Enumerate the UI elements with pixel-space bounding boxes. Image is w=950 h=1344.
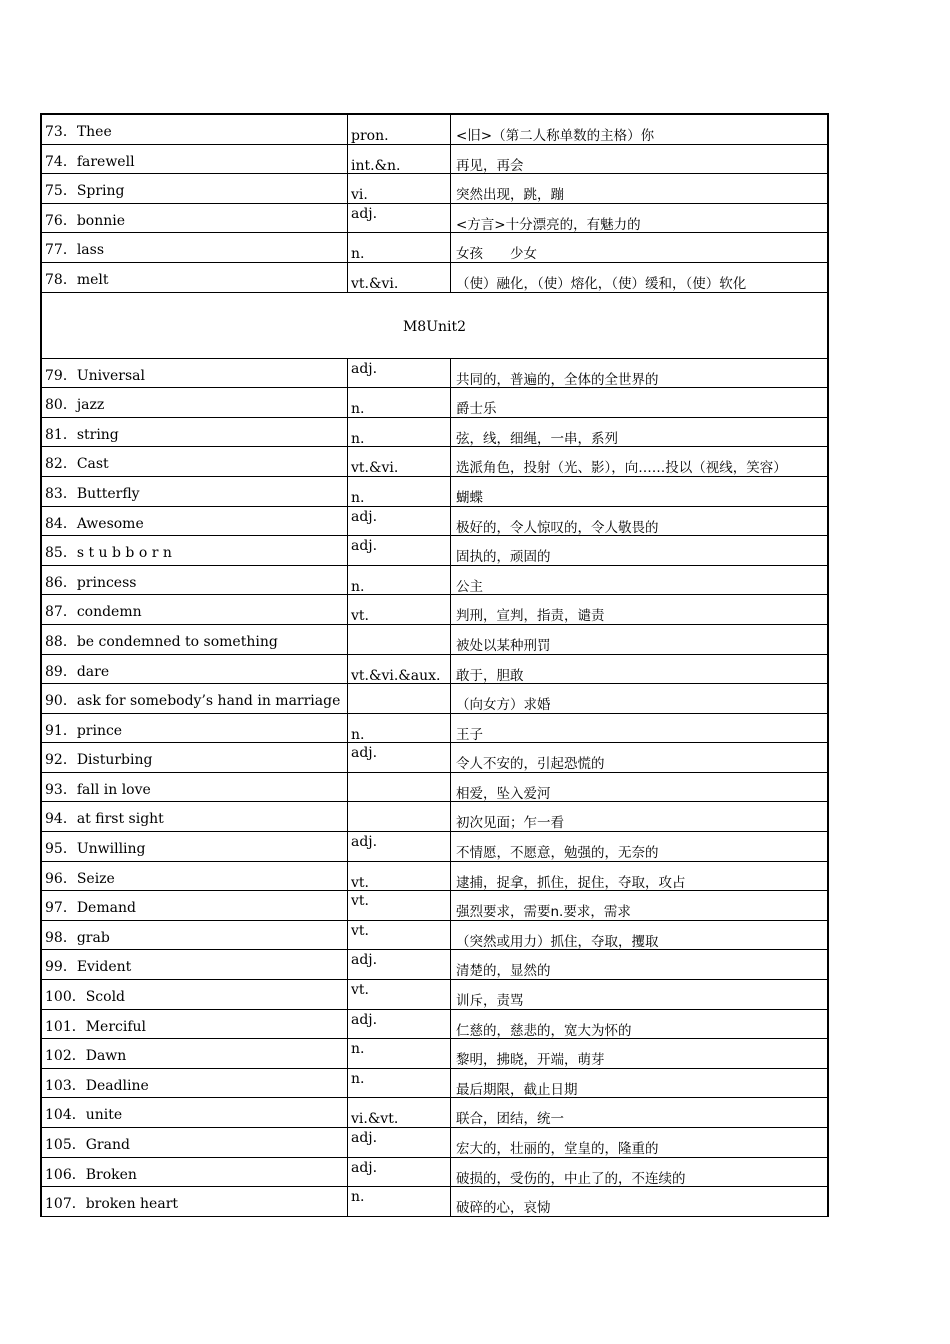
word-cell bbox=[42, 359, 348, 388]
pos-cell bbox=[348, 204, 451, 233]
word-text: 81．string bbox=[45, 426, 119, 443]
meaning-text: 爵士乐 bbox=[456, 401, 497, 417]
meaning-cell bbox=[451, 1187, 829, 1216]
meaning-cell bbox=[451, 684, 829, 713]
part-of-speech: n. bbox=[351, 726, 365, 743]
word-cell bbox=[42, 477, 348, 506]
part-of-speech: adj. bbox=[351, 508, 378, 525]
word-text: 92．Disturbing bbox=[45, 752, 153, 769]
word-cell bbox=[42, 1069, 348, 1098]
word-text: 97．Demand bbox=[45, 900, 136, 917]
meaning-text: 破损的，受伤的，中止了的，不连续的 bbox=[456, 1170, 686, 1187]
pos-cell bbox=[348, 359, 451, 388]
meaning-text: 突然出现，跳，蹦 bbox=[456, 187, 564, 203]
word-text: 76．bonnie bbox=[45, 212, 126, 229]
part-of-speech: n. bbox=[351, 1070, 365, 1087]
meaning-cell bbox=[451, 1069, 829, 1098]
word-text: 86．princess bbox=[45, 574, 137, 591]
vocab-row bbox=[42, 655, 829, 685]
meaning-text: 仁慈的，慈悲的，宽大为怀的 bbox=[456, 1022, 632, 1039]
word-text: 89．dare bbox=[45, 663, 110, 680]
meaning-text: 相爱，坠入爱河 bbox=[456, 785, 551, 802]
pos-cell bbox=[348, 477, 451, 506]
word-text: 85．s t u b b o r n bbox=[45, 545, 172, 562]
pos-cell bbox=[348, 595, 451, 624]
word-cell bbox=[42, 773, 348, 802]
word-cell bbox=[42, 263, 348, 292]
vocab-row bbox=[42, 418, 829, 448]
word-text: 78．melt bbox=[45, 271, 109, 288]
pos-cell bbox=[348, 1039, 451, 1068]
part-of-speech: adj. bbox=[351, 205, 378, 222]
rows-before-section bbox=[42, 115, 829, 293]
pos-cell bbox=[348, 115, 451, 144]
meaning-text: <旧>（第二人称单数的主格）你 bbox=[456, 128, 655, 144]
word-text: 107．broken heart bbox=[45, 1196, 179, 1213]
word-cell bbox=[42, 204, 348, 233]
part-of-speech: vi. bbox=[351, 187, 368, 203]
meaning-cell bbox=[451, 263, 829, 292]
word-cell bbox=[42, 802, 348, 831]
pos-cell bbox=[348, 1069, 451, 1098]
word-cell bbox=[42, 743, 348, 772]
part-of-speech: adj. bbox=[351, 952, 378, 969]
word-cell bbox=[42, 950, 348, 979]
word-text: 102．Dawn bbox=[45, 1048, 127, 1065]
vocab-row bbox=[42, 174, 829, 204]
meaning-text: 逮捕，捉拿，抓住，捉住，夺取，攻占 bbox=[456, 874, 686, 891]
word-text: 100．Scold bbox=[45, 989, 126, 1006]
meaning-cell bbox=[451, 1098, 829, 1127]
meaning-text: 极好的，令人惊叹的，令人敬畏的 bbox=[456, 519, 659, 536]
pos-cell bbox=[348, 832, 451, 861]
meaning-cell bbox=[451, 921, 829, 950]
meaning-cell bbox=[451, 980, 829, 1009]
word-cell bbox=[42, 832, 348, 861]
meaning-text: 联合，团结，统一 bbox=[456, 1111, 564, 1127]
word-text: 77．lass bbox=[45, 242, 105, 259]
part-of-speech: vt.&vi. bbox=[351, 460, 399, 476]
part-of-speech: vt. bbox=[351, 608, 369, 624]
word-text: 99．Evident bbox=[45, 959, 132, 976]
vocab-row bbox=[42, 1010, 829, 1040]
word-cell bbox=[42, 174, 348, 203]
meaning-cell bbox=[451, 1039, 829, 1068]
meaning-cell bbox=[451, 145, 829, 174]
word-text: 95．Unwilling bbox=[45, 841, 146, 858]
word-cell bbox=[42, 1128, 348, 1157]
pos-cell bbox=[348, 263, 451, 292]
pos-cell bbox=[348, 891, 451, 920]
word-cell bbox=[42, 536, 348, 565]
word-cell bbox=[42, 115, 348, 144]
pos-cell bbox=[348, 233, 451, 262]
meaning-text: 判刑，宣判，指责，谴责 bbox=[456, 608, 605, 624]
vocab-row bbox=[42, 921, 829, 951]
meaning-text: 令人不安的，引起恐慌的 bbox=[456, 756, 605, 772]
word-text: 80．jazz bbox=[45, 397, 105, 414]
part-of-speech: adj. bbox=[351, 538, 378, 555]
word-text: 88．be condemned to something bbox=[45, 633, 278, 650]
pos-cell bbox=[348, 388, 451, 417]
section-title: M8Unit2 bbox=[402, 318, 467, 335]
section-header-cell bbox=[42, 293, 829, 358]
vocab-row bbox=[42, 115, 829, 145]
vocab-row bbox=[42, 684, 829, 714]
part-of-speech: adj. bbox=[351, 834, 378, 851]
part-of-speech: vt. bbox=[351, 893, 369, 910]
word-cell bbox=[42, 566, 348, 595]
meaning-cell bbox=[451, 773, 829, 802]
meaning-cell bbox=[451, 359, 829, 388]
vocab-row bbox=[42, 802, 829, 832]
vocab-row bbox=[42, 950, 829, 980]
word-cell bbox=[42, 714, 348, 743]
meaning-cell bbox=[451, 743, 829, 772]
vocab-row bbox=[42, 145, 829, 175]
vocab-row bbox=[42, 263, 829, 293]
part-of-speech: n. bbox=[351, 401, 365, 417]
word-cell bbox=[42, 684, 348, 713]
word-cell bbox=[42, 980, 348, 1009]
meaning-text: 破碎的心，哀恸 bbox=[456, 1200, 551, 1216]
word-cell bbox=[42, 625, 348, 654]
pos-cell bbox=[348, 950, 451, 979]
part-of-speech: vt. bbox=[351, 922, 369, 939]
part-of-speech: n. bbox=[351, 430, 365, 447]
pos-cell bbox=[348, 174, 451, 203]
vocab-row bbox=[42, 743, 829, 773]
pos-cell bbox=[348, 566, 451, 595]
meaning-cell bbox=[451, 233, 829, 262]
part-of-speech: adj. bbox=[351, 1159, 378, 1176]
word-text: 105．Grand bbox=[45, 1137, 130, 1153]
vocab-row bbox=[42, 832, 829, 862]
part-of-speech: pron. bbox=[351, 128, 389, 144]
meaning-text: 被处以某种刑罚 bbox=[456, 637, 551, 654]
word-cell bbox=[42, 388, 348, 417]
word-text: 84．Awesome bbox=[45, 515, 144, 532]
vocab-row bbox=[42, 773, 829, 803]
meaning-text: 不情愿，不愿意，勉强的，无奈的 bbox=[456, 845, 659, 861]
meaning-cell bbox=[451, 388, 829, 417]
vocab-row bbox=[42, 1069, 829, 1099]
word-cell bbox=[42, 595, 348, 624]
pos-cell bbox=[348, 980, 451, 1009]
pos-cell bbox=[348, 655, 451, 684]
pos-cell bbox=[348, 921, 451, 950]
meaning-cell bbox=[451, 507, 829, 536]
pos-cell bbox=[348, 1098, 451, 1127]
word-text: 87．condemn bbox=[45, 604, 142, 621]
part-of-speech: vt. bbox=[351, 874, 369, 891]
word-cell bbox=[42, 1187, 348, 1216]
meaning-text: 固执的，顽固的 bbox=[456, 549, 551, 565]
pos-cell bbox=[348, 418, 451, 447]
meaning-text: 共同的，普遍的，全体的全世界的 bbox=[456, 371, 659, 388]
word-cell bbox=[42, 891, 348, 920]
word-cell bbox=[42, 447, 348, 476]
meaning-cell bbox=[451, 950, 829, 979]
vocab-row bbox=[42, 507, 829, 537]
meaning-cell bbox=[451, 1128, 829, 1157]
meaning-cell bbox=[451, 418, 829, 447]
word-text: 106．Broken bbox=[45, 1166, 137, 1183]
vocab-row bbox=[42, 388, 829, 418]
pos-cell bbox=[348, 145, 451, 174]
part-of-speech: vt.&vi.&aux. bbox=[351, 667, 441, 684]
word-cell bbox=[42, 862, 348, 891]
meaning-cell bbox=[451, 832, 829, 861]
word-cell bbox=[42, 921, 348, 950]
vocab-row bbox=[42, 477, 829, 507]
pos-cell bbox=[348, 802, 451, 831]
meaning-text: 训斥，责骂 bbox=[456, 993, 524, 1009]
meaning-text: 清楚的，显然的 bbox=[456, 963, 551, 980]
word-text: 103．Deadline bbox=[45, 1077, 149, 1094]
pos-cell bbox=[348, 862, 451, 891]
meaning-text: （突然或用力）抓住，夺取，攫取 bbox=[456, 933, 659, 950]
word-text: 82．Cast bbox=[45, 456, 109, 473]
vocab-row bbox=[42, 233, 829, 263]
meaning-cell bbox=[451, 115, 829, 144]
vocab-row bbox=[42, 566, 829, 596]
pos-cell bbox=[348, 536, 451, 565]
vocab-row bbox=[42, 1158, 829, 1188]
meaning-cell bbox=[451, 536, 829, 565]
meaning-text: （使）融化，（使）熔化，（使）缓和，（使）软化 bbox=[456, 275, 747, 292]
pos-cell bbox=[348, 1187, 451, 1216]
word-text: 91．prince bbox=[45, 722, 123, 739]
word-cell bbox=[42, 1098, 348, 1127]
vocab-row bbox=[42, 891, 829, 921]
vocab-row bbox=[42, 1128, 829, 1158]
meaning-text: 初次见面；乍一看 bbox=[456, 815, 564, 832]
meaning-cell bbox=[451, 174, 829, 203]
meaning-text: （向女方）求婚 bbox=[456, 697, 551, 713]
pos-cell bbox=[348, 1128, 451, 1157]
pos-cell bbox=[348, 1010, 451, 1039]
part-of-speech: n. bbox=[351, 1189, 365, 1206]
word-text: 96．Seize bbox=[45, 870, 115, 887]
word-cell bbox=[42, 1039, 348, 1068]
meaning-text: <方言>十分漂亮的，有魅力的 bbox=[456, 216, 641, 233]
word-cell bbox=[42, 507, 348, 536]
meaning-cell bbox=[451, 862, 829, 891]
part-of-speech: n. bbox=[351, 578, 365, 595]
meaning-cell bbox=[451, 595, 829, 624]
part-of-speech: n. bbox=[351, 246, 365, 262]
vocab-row bbox=[42, 1098, 829, 1128]
meaning-text: 选派角色，投射（光、影），向……投以（视线，笑容） bbox=[456, 460, 787, 476]
vocab-row bbox=[42, 862, 829, 892]
word-text: 73．Thee bbox=[45, 124, 112, 140]
vocab-row bbox=[42, 1187, 829, 1217]
part-of-speech: n. bbox=[351, 489, 365, 506]
word-text: 93．fall in love bbox=[45, 781, 151, 798]
meaning-cell bbox=[451, 447, 829, 476]
part-of-speech: vt.&vi. bbox=[351, 275, 399, 292]
vocab-row bbox=[42, 595, 829, 625]
meaning-cell bbox=[451, 891, 829, 920]
pos-cell bbox=[348, 447, 451, 476]
part-of-speech: int.&n. bbox=[351, 157, 401, 174]
word-text: 79．Universal bbox=[45, 367, 146, 384]
vocab-row bbox=[42, 359, 829, 389]
word-text: 90．ask for somebody’s hand in marriage bbox=[45, 693, 341, 710]
meaning-cell bbox=[451, 1010, 829, 1039]
vocab-row bbox=[42, 1039, 829, 1069]
word-cell bbox=[42, 1158, 348, 1187]
pos-cell bbox=[348, 1158, 451, 1187]
pos-cell bbox=[348, 743, 451, 772]
part-of-speech: vi.&vt. bbox=[351, 1111, 399, 1127]
word-cell bbox=[42, 418, 348, 447]
meaning-cell bbox=[451, 802, 829, 831]
part-of-speech: n. bbox=[351, 1041, 365, 1058]
pos-cell bbox=[348, 625, 451, 654]
word-text: 94．at first sight bbox=[45, 811, 164, 828]
meaning-text: 再见，再会 bbox=[456, 157, 524, 174]
word-text: 74．farewell bbox=[45, 153, 135, 170]
meaning-cell bbox=[451, 566, 829, 595]
word-text: 75．Spring bbox=[45, 183, 125, 200]
word-text: 98．grab bbox=[45, 929, 110, 946]
word-text: 104．unite bbox=[45, 1107, 123, 1124]
part-of-speech: vt. bbox=[351, 982, 369, 999]
part-of-speech: adj. bbox=[351, 1130, 378, 1146]
meaning-text: 黎明，拂晓，开端，萌芽 bbox=[456, 1052, 605, 1068]
pos-cell bbox=[348, 773, 451, 802]
meaning-text: 蝴蝶 bbox=[456, 489, 483, 506]
meaning-cell bbox=[451, 655, 829, 684]
word-text: 83．Butterfly bbox=[45, 485, 140, 502]
word-text: 101．Merciful bbox=[45, 1018, 147, 1035]
meaning-cell bbox=[451, 477, 829, 506]
meaning-text: 最后期限，截止日期 bbox=[456, 1081, 578, 1098]
pos-cell bbox=[348, 507, 451, 536]
pos-cell bbox=[348, 684, 451, 713]
vocab-row bbox=[42, 980, 829, 1010]
part-of-speech: adj. bbox=[351, 745, 378, 762]
part-of-speech: adj. bbox=[351, 1011, 378, 1028]
meaning-text: 敢于，胆敢 bbox=[456, 667, 524, 684]
meaning-cell bbox=[451, 1158, 829, 1187]
vocabulary-table bbox=[40, 113, 829, 1217]
vocab-row bbox=[42, 204, 829, 234]
meaning-cell bbox=[451, 204, 829, 233]
meaning-text: 弦，线，细绳，一串，系列 bbox=[456, 430, 618, 447]
part-of-speech: adj. bbox=[351, 360, 378, 377]
word-cell bbox=[42, 655, 348, 684]
pos-cell bbox=[348, 714, 451, 743]
vocab-row bbox=[42, 625, 829, 655]
vocab-row bbox=[42, 714, 829, 744]
word-cell bbox=[42, 145, 348, 174]
rows-after-section bbox=[42, 359, 829, 1217]
meaning-text: 女孩 少女 bbox=[456, 246, 537, 262]
meaning-text: 王子 bbox=[456, 726, 483, 743]
meaning-text: 公主 bbox=[456, 578, 483, 595]
vocab-row bbox=[42, 536, 829, 566]
word-cell bbox=[42, 233, 348, 262]
vocab-row bbox=[42, 447, 829, 477]
meaning-text: 强烈要求，需要n.要求，需求 bbox=[456, 904, 631, 920]
meaning-text: 宏大的，壮丽的，堂皇的，隆重的 bbox=[456, 1141, 659, 1157]
section-header-row bbox=[42, 293, 829, 359]
word-cell bbox=[42, 1010, 348, 1039]
meaning-cell bbox=[451, 625, 829, 654]
meaning-cell bbox=[451, 714, 829, 743]
